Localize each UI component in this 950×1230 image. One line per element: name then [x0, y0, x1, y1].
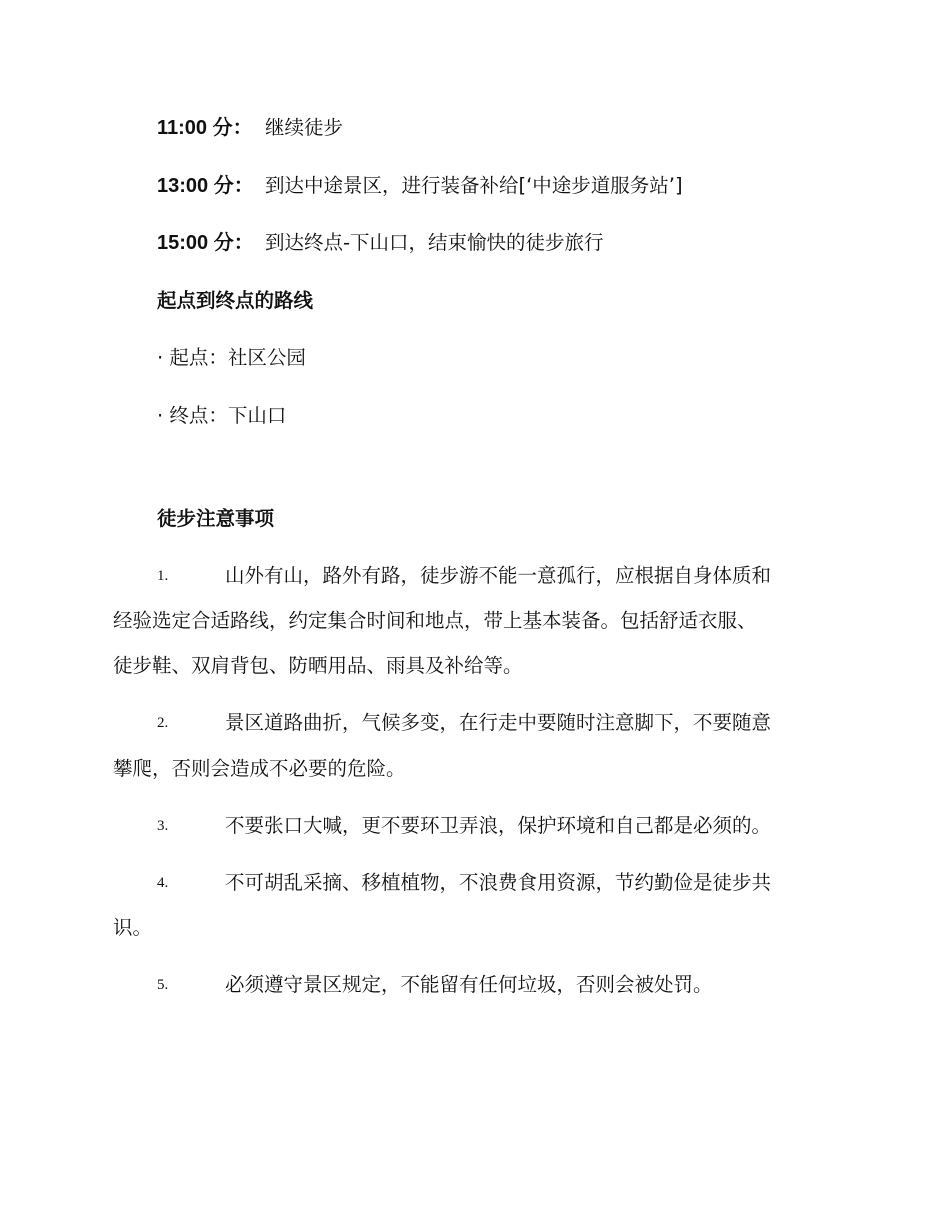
note-text: 识。 [113, 916, 153, 939]
route-end: · 终点：下山口 [157, 404, 287, 427]
note-text: 景区道路曲折，气候多变，在行走中要随时注意脚下，不要随意 [225, 711, 772, 734]
note-text: 攀爬，否则会造成不必要的危险。 [113, 757, 406, 780]
note-text: 不可胡乱采摘、移植植物，不浪费食用资源，节约勤俭是徒步共 [225, 871, 772, 894]
note-text: 徒步鞋、双肩背包、防晒用品、雨具及补给等。 [113, 654, 523, 677]
note-number: 2. [157, 715, 169, 731]
schedule-desc: 到达中途景区，进行装备补给[‘中途步道服务站’] [265, 174, 683, 197]
note-text: 必须遵守景区规定，不能留有任何垃圾，否则会被处罚。 [225, 973, 713, 996]
route-start: · 起点：社区公园 [157, 346, 306, 369]
note-text: 山外有山，路外有路，徒步游不能一意孤行，应根据自身体质和 [225, 564, 772, 587]
schedule-time: 11:00 分： [157, 117, 253, 139]
note-number: 1. [157, 568, 169, 584]
note-text: 不要张口大喊，更不要环卫弄浪，保护环境和自己都是必须的。 [225, 814, 772, 837]
note-number: 3. [157, 818, 169, 834]
note-number: 5. [157, 977, 169, 993]
note-text: 经验选定合适路线，约定集合时间和地点，带上基本装备。包括舒适衣服、 [113, 609, 757, 632]
schedule-time: 15:00 分： [157, 232, 254, 254]
schedule-desc: 继续徒步 [265, 116, 344, 139]
note-number: 4. [157, 875, 169, 891]
schedule-time: 13:00 分： [157, 175, 254, 197]
schedule-desc: 到达终点-下山口，结束愉快的徒步旅行 [265, 231, 604, 254]
route-heading: 起点到终点的路线 [157, 289, 314, 312]
notes-heading: 徒步注意事项 [157, 507, 275, 530]
